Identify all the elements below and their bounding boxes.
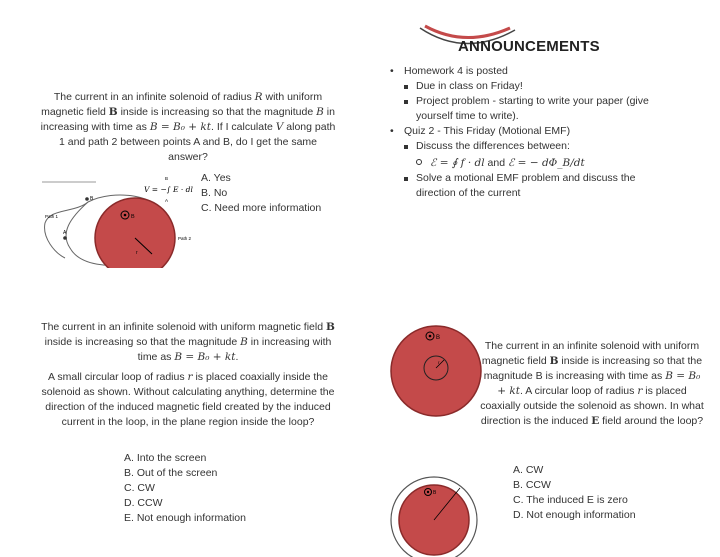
q1-text: in increasing with time as — [40, 106, 335, 133]
q1-options — [201, 171, 321, 216]
q1-prompt — [38, 90, 338, 165]
emf-line-integral: ℰ = ∮ f · dl — [430, 157, 485, 169]
q1-text: The current in an infinite solenoid of radius — [53, 91, 255, 103]
q3-symbol: B — [549, 355, 559, 367]
q1-fig-lower-limit: A — [165, 198, 169, 203]
q3-figure-bottom — [390, 470, 480, 557]
q1-text: inside is increasing so that the magnitude — [117, 106, 317, 118]
announcement-item-equations — [386, 154, 676, 171]
announcement-item: Discuss the differences between: — [386, 139, 676, 154]
q1-fig-point-a: A — [63, 230, 67, 236]
q3-fig-bottom-field-label: B — [433, 490, 437, 496]
q1-fig-formula: V = −∫ E · dl — [144, 185, 193, 194]
q1-symbol: B — [108, 106, 118, 118]
q2-text: The current in an infinite solenoid with uniform magnetic field — [41, 321, 326, 333]
q2-prompt-part2 — [40, 370, 336, 430]
q2-symbol: B — [325, 321, 335, 333]
q2-option[interactable]: C. CW — [124, 482, 155, 494]
announcement-item: Project problem - starting to write your paper (give yourself time to write). — [386, 94, 676, 124]
q1-symbol: R — [254, 91, 263, 103]
emf-flux-rate: ℰ = − dΦ_B/dt — [507, 157, 585, 169]
q1-fig-point-b: B — [90, 196, 94, 202]
announcements-title-wrap — [458, 38, 600, 55]
q2-text: is placed coaxially inside the solenoid as shown. Without calculating anything, determine the direction of the induced magnetic field created by the induced current in the loop, in the plane region inside the loop? — [41, 371, 335, 428]
announcement-item: • Homework 4 is posted — [386, 64, 676, 79]
q3-text: is placed coaxially outside the solenoid as shown. In what direction is the induced — [480, 385, 704, 427]
q3-fig-radius-label: r — [438, 360, 440, 365]
q2-options — [124, 451, 246, 526]
q2-symbol: r — [187, 371, 193, 383]
q3-options — [513, 463, 636, 523]
q2-option[interactable]: E. Not enough information — [124, 512, 246, 524]
q1-fig-radius-label: r — [136, 250, 138, 256]
q1-figure — [40, 168, 200, 268]
announcement-item: Solve a motional EMF problem and discuss the direction of the current — [386, 171, 676, 201]
q2-option[interactable]: D. CCW — [124, 497, 163, 509]
q1-fig-path1: Path 1 — [45, 214, 59, 219]
q2-equation: B = B₀ + kt — [174, 351, 236, 363]
q2-text: . — [235, 351, 239, 363]
equation-joiner: and — [484, 157, 508, 169]
announcement-item: • Quiz 2 - This Friday (Motional EMF) — [386, 124, 676, 139]
q1-text: with uniform magnetic field — [41, 91, 323, 118]
q2-prompt-part1 — [40, 320, 336, 365]
q3-symbol: E — [591, 415, 600, 427]
q1-option[interactable]: C. Need more information — [201, 202, 322, 214]
q2-symbol: B — [240, 336, 248, 348]
q2-text: A small circular loop of radius — [48, 371, 188, 383]
q3-text: . A circular loop of radius — [520, 385, 638, 397]
q1-equation: B = B₀ + kt — [149, 121, 211, 133]
announcements-title: ANNOUNCEMENTS — [458, 38, 600, 55]
announcement-item: Due in class on Friday! — [386, 79, 676, 94]
announcements-list — [386, 64, 676, 201]
q1-fig-upper-limit: B — [165, 176, 169, 181]
q3-option[interactable]: C. The induced E is zero — [513, 494, 628, 506]
q1-symbol: V — [275, 121, 284, 133]
q3-option[interactable]: A. CW — [513, 464, 544, 476]
q3-option[interactable]: D. Not enough information — [513, 509, 636, 521]
q1-option[interactable]: A. Yes — [201, 172, 231, 184]
q2-text: in increasing with time as — [137, 336, 332, 363]
q3-fig-field-label: B — [436, 335, 441, 341]
q1-option[interactable]: B. No — [201, 187, 228, 199]
q3-text: inside is increasing so that the magnitude B is increasing with time as — [483, 355, 703, 382]
q1-text: along path 1 and path 2 between points A and B, do I get the same answer? — [58, 121, 336, 163]
q3-figure-top — [390, 316, 482, 426]
q1-symbol: B — [316, 106, 324, 118]
q1-text: . If I calculate — [210, 121, 276, 133]
q3-symbol: r — [637, 385, 643, 397]
q3-prompt — [478, 339, 706, 429]
q2-text: inside is increasing so that the magnitude — [44, 336, 241, 348]
q1-fig-field-label: B — [131, 214, 135, 220]
q2-option[interactable]: B. Out of the screen — [124, 467, 218, 479]
q3-equation: B = B₀ + kt — [497, 370, 701, 397]
q1-fig-path2: Path 2 — [178, 236, 192, 241]
q2-option[interactable]: A. Into the screen — [124, 452, 207, 464]
q3-option[interactable]: B. CCW — [513, 479, 551, 491]
q3-text: field around the loop? — [599, 415, 704, 427]
q3-text: The current in an infinite solenoid with uniform magnetic field — [481, 340, 700, 367]
